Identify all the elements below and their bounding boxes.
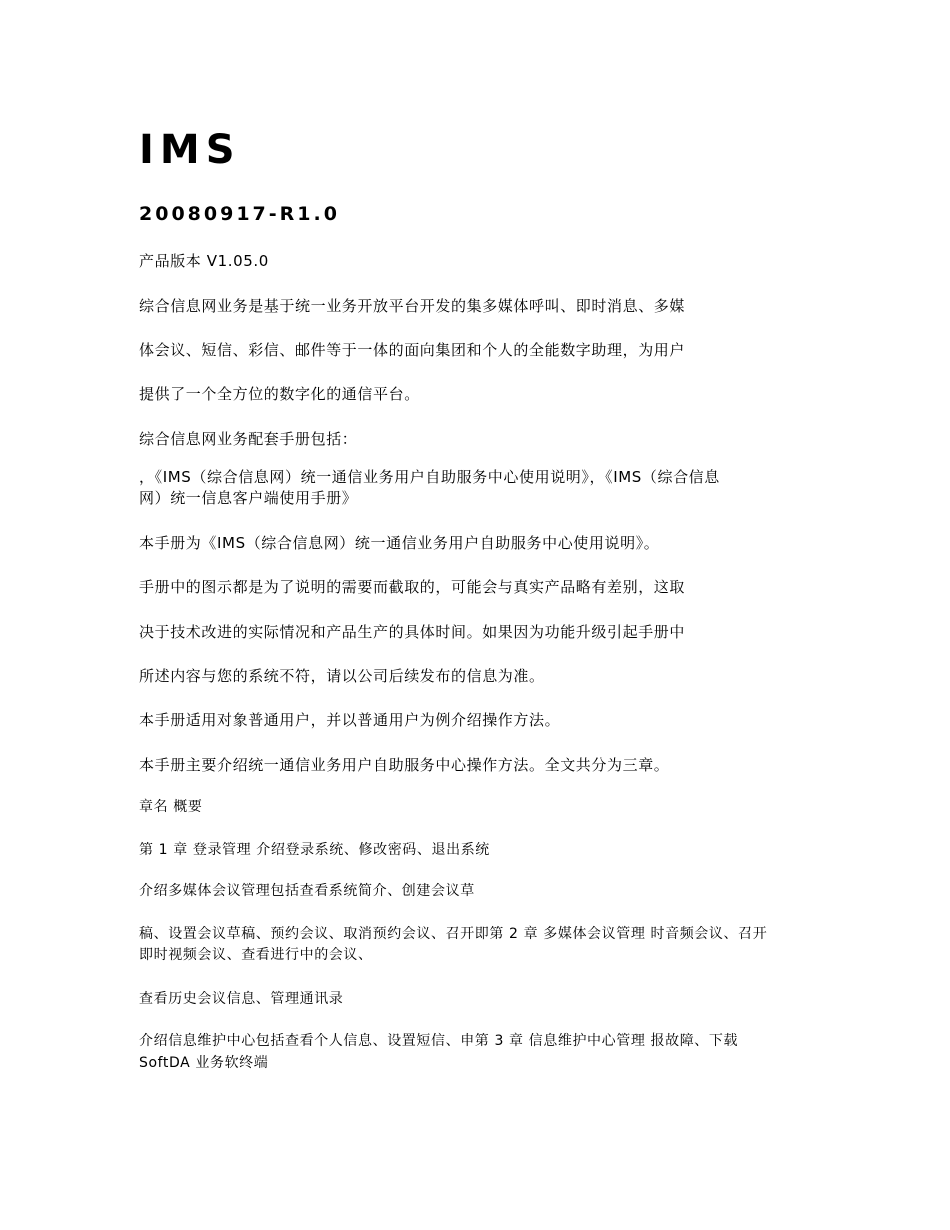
toc-chapter-1: 第 1 章 登录管理 介绍登录系统、修改密码、退出系统 <box>139 842 490 858</box>
intro-line-3: 提供了一个全方位的数字化的通信平台。 <box>139 385 420 403</box>
toc-chapter-3-line-2: SoftDA 业务软终端 <box>139 1055 269 1071</box>
toc-chapter-2-line-1: 介绍多媒体会议管理包括查看系统简介、创建会议草 <box>139 883 475 899</box>
manuals-heading: 综合信息网业务配套手册包括： <box>139 430 358 448</box>
intro-line-1: 综合信息网业务是基于统一业务开放平台开发的集多媒体呼叫、即时消息、多媒 <box>139 297 686 315</box>
note-line-2: 决于技术改进的实际情况和产品生产的具体时间。如果因为功能升级引起手册中 <box>139 623 686 641</box>
note-line-3: 所述内容与您的系统不符，请以公司后续发布的信息为准。 <box>139 667 545 685</box>
toc-header: 章名 概要 <box>139 799 203 815</box>
document-subtitle: 20080917-R1.0 <box>139 203 340 225</box>
scope-statement: 本手册主要介绍统一通信业务用户自助服务中心操作方法。全文共分为三章。 <box>139 756 670 774</box>
product-version: 产品版本 V1.05.0 <box>139 252 269 270</box>
toc-chapter-2-line-2: 稿、设置会议草稿、预约会议、取消预约会议、召开即第 2 章 多媒体会议管理 时音频会议、召开 <box>139 926 768 942</box>
intro-line-2: 体会议、短信、彩信、邮件等于一体的面向集团和个人的全能数字助理，为用户 <box>139 341 686 359</box>
toc-chapter-3-line-1: 介绍信息维护中心包括查看个人信息、设置短信、申第 3 章 信息维护中心管理 报故障、下载 <box>139 1033 739 1049</box>
manuals-list-line-2: 网）统一信息客户端使用手册》 <box>139 489 358 507</box>
toc-chapter-2-line-3: 即时视频会议、查看进行中的会议、 <box>139 947 373 963</box>
document-title: IMS <box>139 127 241 173</box>
toc-chapter-2-line-4: 查看历史会议信息、管理通讯录 <box>139 991 344 1007</box>
this-manual-statement: 本手册为《IMS（综合信息网）统一通信业务用户自助服务中心使用说明》。 <box>139 534 660 552</box>
audience-statement: 本手册适用对象普通用户，并以普通用户为例介绍操作方法。 <box>139 711 561 729</box>
note-line-1: 手册中的图示都是为了说明的需要而截取的，可能会与真实产品略有差别，这取 <box>139 578 686 596</box>
manuals-list-line-1: ，《IMS（综合信息网）统一通信业务用户自助服务中心使用说明》，《IMS（综合信息 <box>139 468 720 486</box>
